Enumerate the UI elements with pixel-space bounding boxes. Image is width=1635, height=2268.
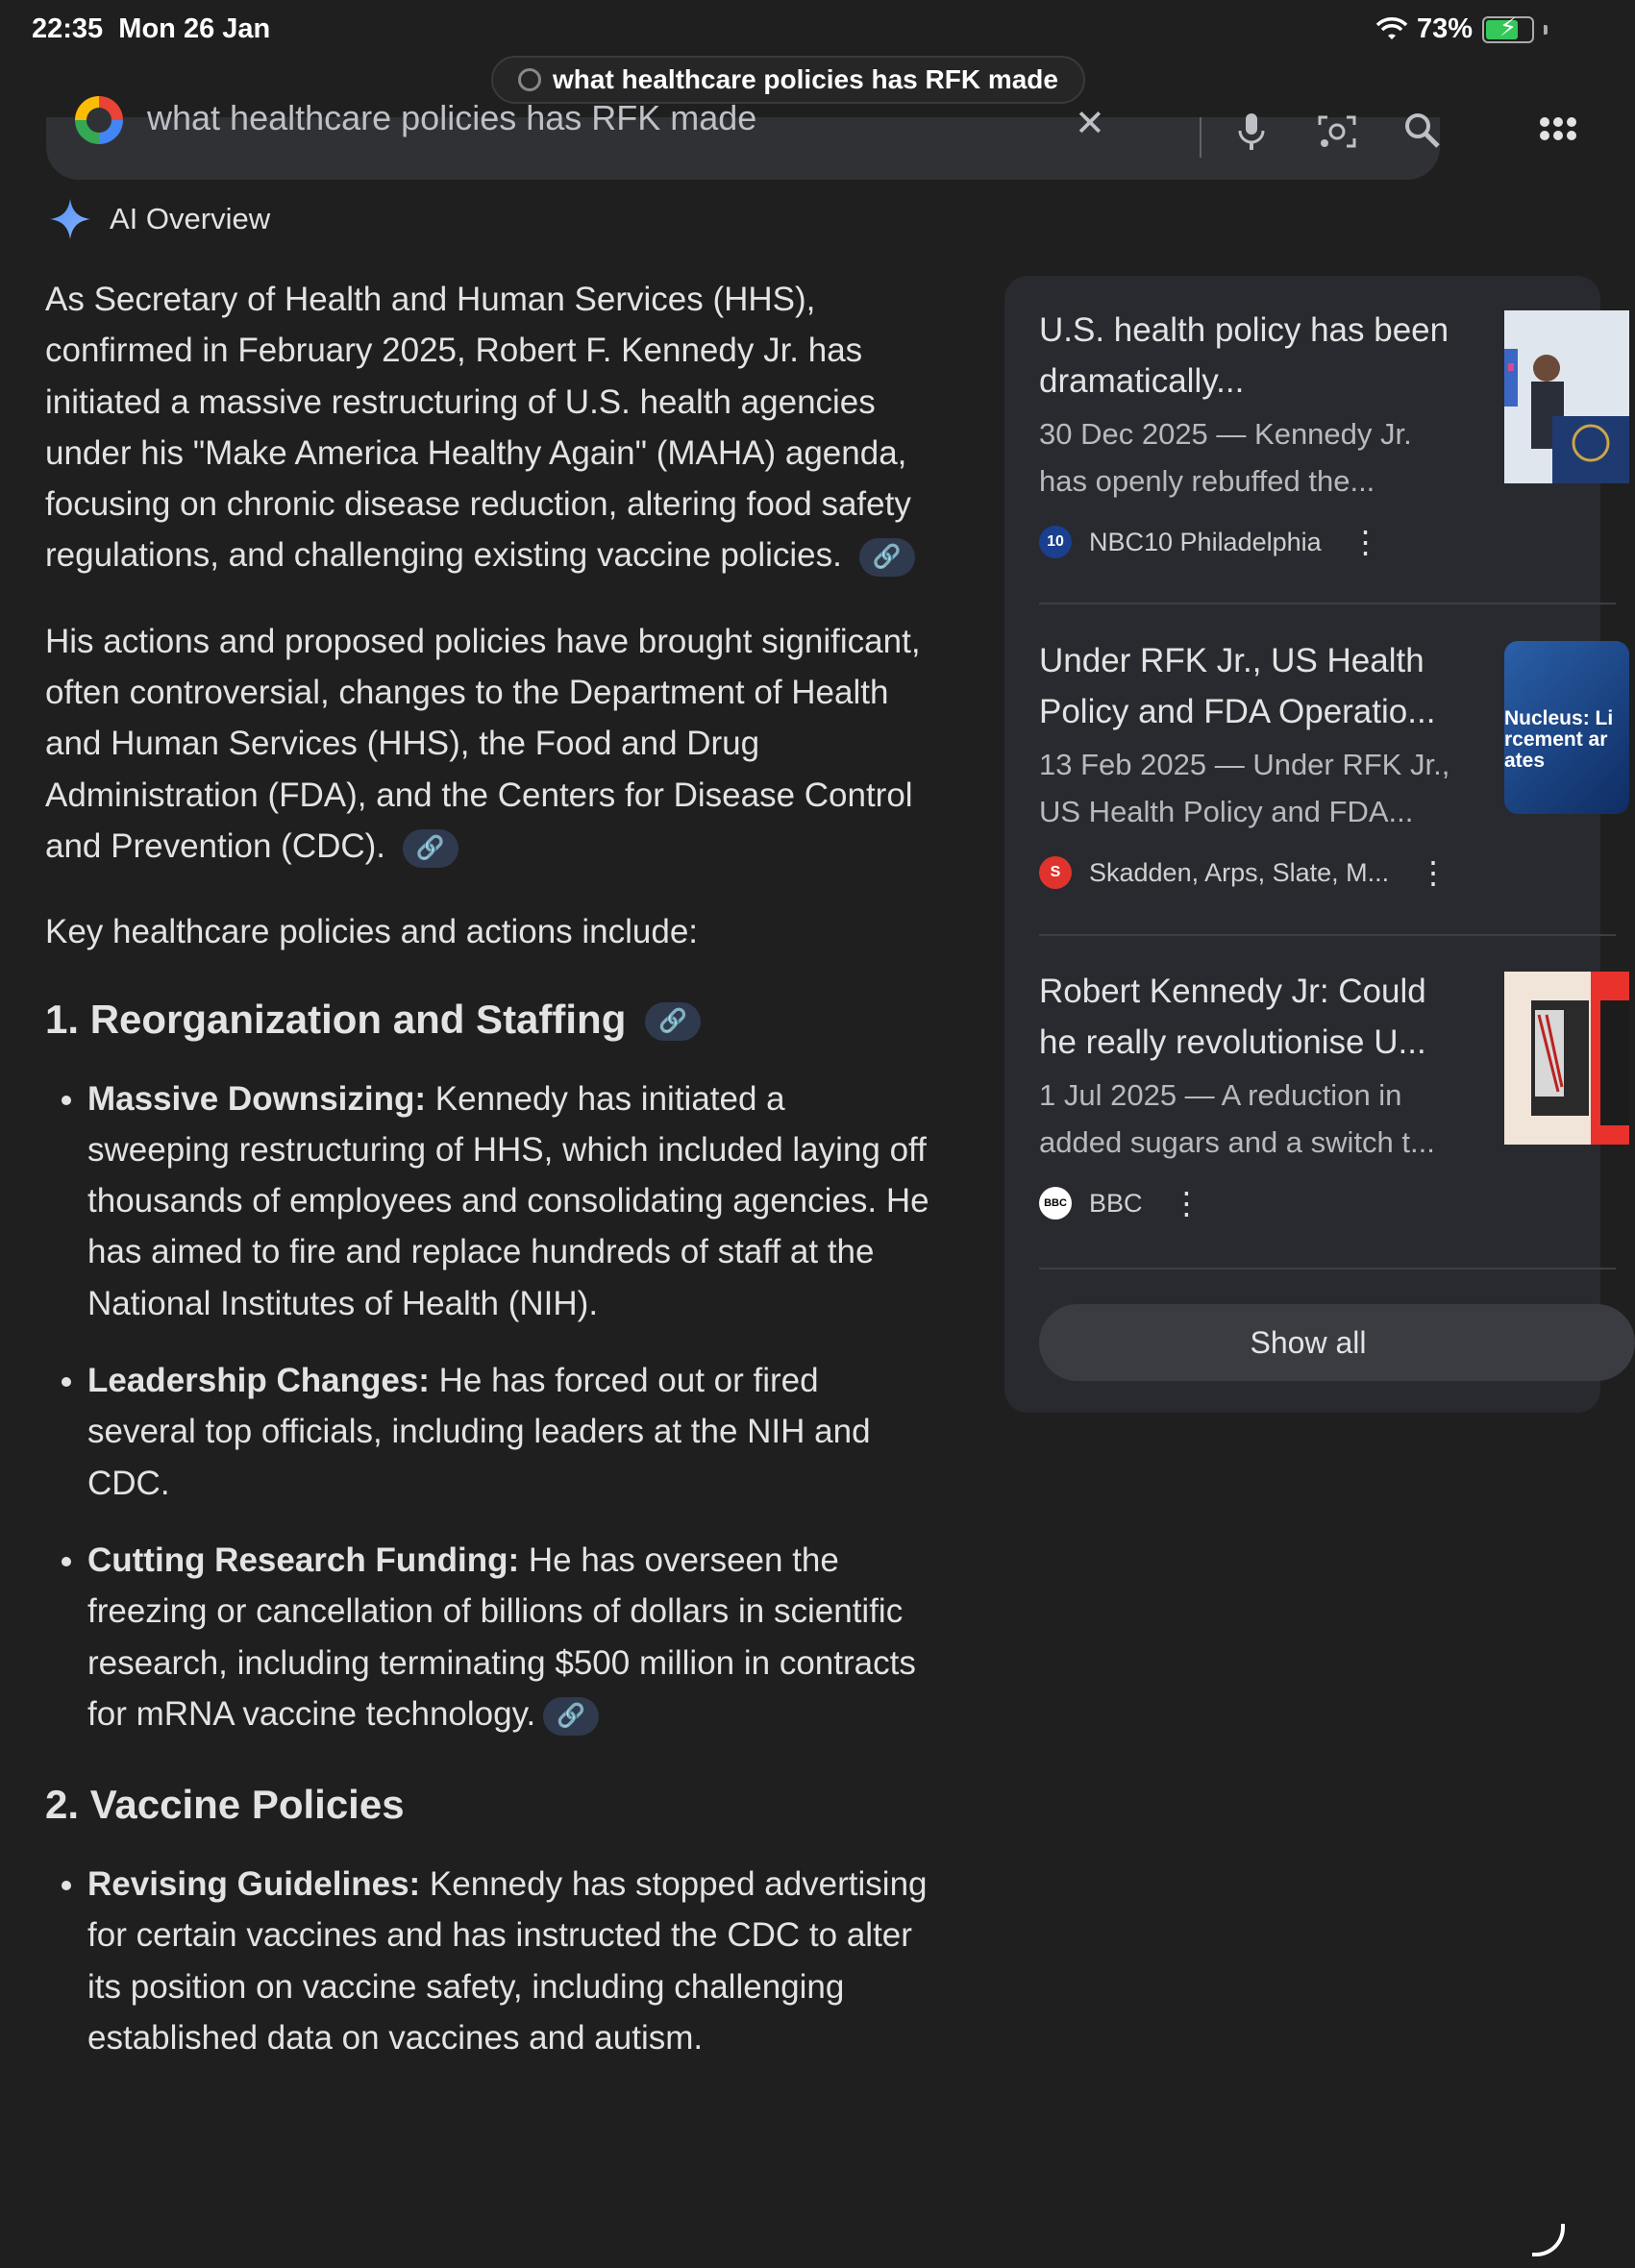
citation-link-icon[interactable]: 🔗 [543, 1697, 599, 1736]
show-all-button[interactable]: Show all [1039, 1304, 1635, 1381]
section-heading-reorganization: 1. Reorganization and Staffing 🔗 [45, 993, 929, 1047]
card-divider [1039, 934, 1616, 936]
skadden-logo-icon: S [1039, 856, 1072, 889]
source-snippet: 1 Jul 2025 — A reduction in added sugars and a switch t... [1039, 1078, 1435, 1159]
sources-panel [1004, 276, 1614, 1413]
status-indicators [1376, 13, 1548, 45]
source-site: BBC [1089, 1188, 1143, 1218]
podium-photo-icon [1504, 310, 1629, 483]
source-snippet: 30 Dec 2025 — Kennedy Jr. has openly rebuffed the... [1039, 417, 1412, 498]
loading-spinner-icon [1532, 2224, 1565, 2256]
second-paragraph: His actions and proposed policies have brought significant, often controversial, changes to the Department of Health and Human Services (HHS), the Food and Drug Administration (FDA), and the Centers for Disease Control and Prevention (CDC). 🔗 [45, 616, 929, 872]
citation-link-icon[interactable]: 🔗 [403, 829, 458, 868]
battery-percent: 73% [1416, 13, 1473, 44]
search-divider [1200, 117, 1201, 158]
source-title[interactable]: Robert Kennedy Jr: Could he really revolutionise U... [1039, 973, 1426, 1061]
source-title[interactable]: Under RFK Jr., US Health Policy and FDA Operatio... [1039, 642, 1436, 730]
search-box[interactable] [46, 98, 1440, 180]
more-options-icon[interactable]: ⋮ [1171, 1186, 1202, 1220]
search-submit-icon[interactable] [1403, 113, 1442, 152]
source-card[interactable] [1039, 966, 1577, 1220]
flag-photo-icon [1504, 972, 1629, 1145]
source-thumbnail[interactable] [1504, 972, 1629, 1145]
more-options-icon[interactable]: ⋮ [1418, 855, 1449, 890]
address-bar-text: what healthcare policies has RFK made [553, 64, 1058, 94]
more-options-icon[interactable]: ⋮ [1350, 525, 1381, 559]
source-site: Skadden, Arps, Slate, M... [1089, 857, 1390, 887]
card-divider [1039, 1268, 1616, 1270]
citation-link-icon[interactable]: 🔗 [645, 1002, 701, 1041]
ai-overview-title: AI Overview [110, 202, 271, 235]
source-thumbnail[interactable] [1504, 310, 1629, 483]
status-time: 22:35 Mon 26 Jan [32, 13, 271, 44]
search-icon [518, 68, 541, 91]
status-bar [0, 0, 1576, 62]
apps-grid-icon[interactable] [1540, 117, 1578, 144]
list-item: • Revising Guidelines: Kennedy has stopped advertising for certain vaccines and has instructed the CDC to alter its position on vaccine safety, including challenging established data on vaccines and autism. [87, 1859, 929, 2063]
source-title[interactable]: U.S. health policy has been dramatically... [1039, 311, 1449, 400]
citation-link-icon[interactable]: 🔗 [859, 538, 915, 577]
list-item: • Cutting Research Funding: He has overseen the freezing or cancellation of billions of dollars in scientific research, including terminating $500 million in contracts for mRNA vaccine technology. 🔗 [87, 1535, 929, 1739]
key-intro: Key healthcare policies and actions include: [45, 913, 699, 951]
bbc-logo-icon: BBC [1039, 1187, 1072, 1220]
gemini-sparkle-icon [48, 197, 92, 241]
source-card[interactable] [1039, 635, 1614, 890]
source-thumbnail[interactable] [1504, 641, 1629, 814]
camera-lens-icon[interactable] [1317, 113, 1357, 152]
intro-paragraph: As Secretary of Health and Human Services (HHS), confirmed in February 2025, Robert F. Kennedy Jr. has initiated a massive restructuring of U.S. health agencies under his "Make America Healthy Again" (MAHA) agenda, focusing on chronic disease reduction, altering food safety regulations, and challenging existing vaccine policies. 🔗 [45, 274, 929, 581]
clear-icon[interactable]: ✕ [1075, 104, 1105, 144]
list-item: • Leadership Changes: He has forced out or fired several top officials, including leaders at the NIH and CDC. [87, 1355, 929, 1509]
nbc10-logo-icon: 10 [1039, 526, 1072, 558]
address-bar[interactable] [491, 56, 1085, 104]
ai-overview-content [45, 274, 929, 2102]
battery-icon: ⚡ [1482, 16, 1534, 43]
card-divider [1039, 603, 1616, 604]
section-heading-vaccine: 2. Vaccine Policies [45, 1782, 405, 1828]
section-list-vaccine [45, 1859, 929, 2063]
wifi-icon [1376, 18, 1407, 41]
source-snippet: 13 Feb 2025 — Under RFK Jr., US Health Policy and FDA... [1039, 748, 1450, 828]
list-item: • Massive Downsizing: Kennedy has initiated a sweeping restructuring of HHS, which included laying off thousands of employees and consolidating agencies. He has aimed to fire and replace hundreds of staff at the National Institutes of Health (NIH). [87, 1073, 929, 1329]
search-input[interactable]: what healthcare policies has RFK made [147, 98, 757, 137]
ai-overview-header [48, 197, 270, 241]
thumbnail-caption: Nucleus: Li rcement ar ates [1504, 707, 1614, 772]
section-list-reorganization [45, 1073, 929, 1740]
microphone-icon[interactable] [1234, 113, 1269, 152]
google-logo-icon [75, 96, 123, 144]
source-card[interactable] [1039, 305, 1577, 558]
source-site: NBC10 Philadelphia [1089, 527, 1322, 556]
